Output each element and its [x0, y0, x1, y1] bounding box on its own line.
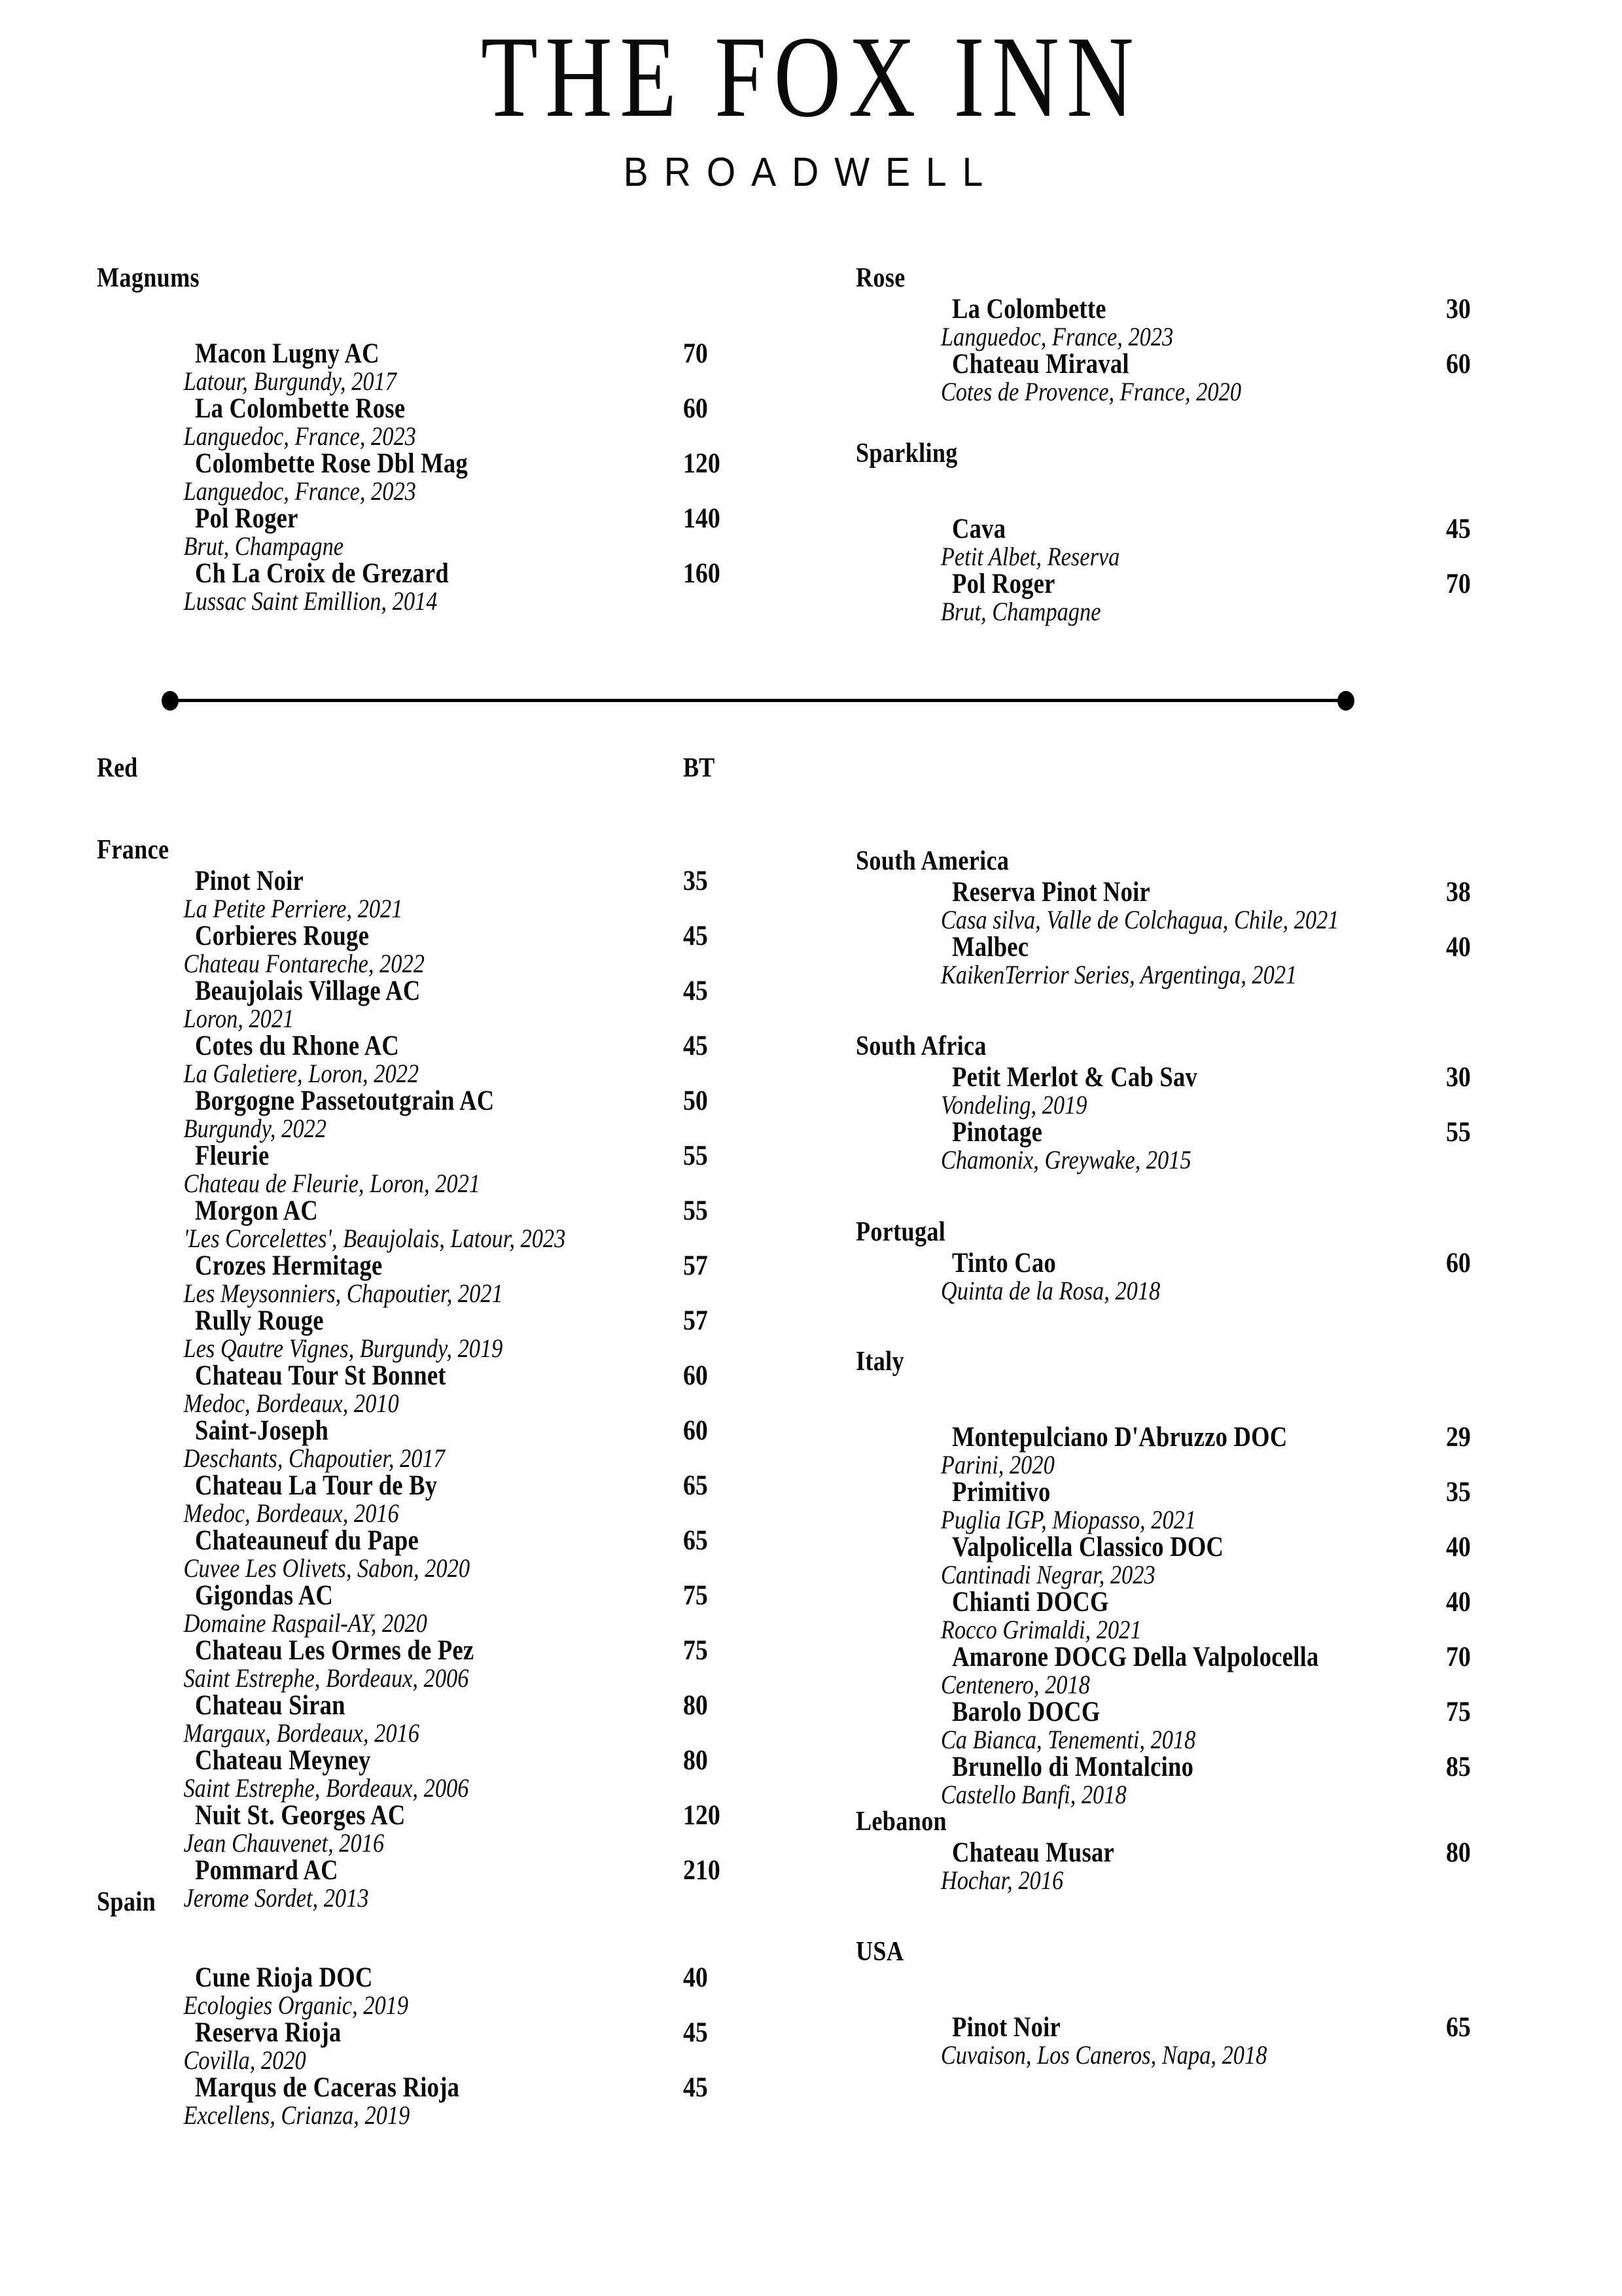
section-heading-south-africa: South Africa: [856, 1031, 987, 1061]
wine-entry: [97, 921, 708, 951]
wine-description: Casa silva, Valle de Colchagua, Chile, 2021: [940, 905, 1339, 934]
wine-entry: [856, 1062, 1471, 1093]
wine-description: Loron, 2021: [183, 1004, 294, 1033]
wine-list-sparkling: [856, 514, 1471, 626]
wine-description: Languedoc, France, 2023: [183, 476, 416, 506]
wine-entry: [97, 1140, 708, 1171]
wine-entry: [97, 1415, 708, 1446]
wine-price: 70: [1446, 1642, 1471, 1672]
wine-list-south-africa: [856, 1062, 1471, 1174]
wine-description: Covilla, 2020: [183, 2045, 306, 2075]
wine-description: Domaine Raspail-AY, 2020: [183, 1608, 427, 1638]
wine-name: Cava: [952, 514, 1006, 544]
wine-entry: [97, 503, 720, 534]
heading-spacer: [97, 292, 493, 340]
wine-name: Chateau Miraval: [952, 349, 1129, 380]
wine-entry: [97, 1855, 720, 1886]
wine-entry: [856, 294, 1471, 325]
wine-name: Amarone DOCG Della Valpolocella: [952, 1642, 1319, 1672]
wine-description: Languedoc, France, 2023: [183, 421, 416, 451]
wine-name: La Colombette Rose: [195, 393, 406, 424]
wine-name: Saint-Joseph: [195, 1415, 329, 1446]
wine-entry: [97, 976, 708, 1006]
wine-description: Medoc, Bordeaux, 2010: [183, 1388, 399, 1418]
wine-entry: [97, 1580, 708, 1611]
wine-price: 45: [683, 2017, 708, 2048]
page-subtitle: BROADWELL: [623, 150, 999, 195]
bottle-column-header: BT: [683, 753, 715, 783]
section-heading-portugal: Portugal: [856, 1217, 946, 1247]
wine-entry: [97, 1690, 708, 1721]
wine-entry: [856, 1837, 1471, 1868]
wine-name: Barolo DOCG: [952, 1697, 1101, 1727]
wine-name: Chateau Siran: [195, 1690, 345, 1721]
wine-entry: [97, 393, 708, 424]
wine-description: Jean Chauvenet, 2016: [183, 1828, 385, 1858]
wine-description: Ca Bianca, Tenementi, 2018: [940, 1725, 1196, 1754]
wine-list-usa: [856, 2012, 1471, 2070]
wine-entry: [856, 1587, 1471, 1617]
wine-description: Petit Albet, Reserva: [940, 542, 1120, 571]
wine-price: 30: [1446, 294, 1471, 325]
wine-price: 85: [1446, 1752, 1471, 1782]
wine-price: 60: [683, 1360, 708, 1391]
wine-price: 40: [1446, 1587, 1471, 1617]
section-heading-usa: USA: [856, 1937, 904, 1967]
wine-price: 35: [683, 866, 708, 896]
wine-price: 35: [1446, 1477, 1471, 1508]
section-heading-spain: Spain: [97, 1887, 156, 1917]
wine-price: 140: [683, 503, 720, 534]
wine-description: Burgundy, 2022: [183, 1114, 326, 1143]
section-france: [97, 835, 720, 1913]
wine-name: La Colombette: [952, 294, 1106, 325]
wine-price: 55: [1446, 1117, 1471, 1148]
wine-entry: [856, 1248, 1471, 1279]
divider-line: [168, 699, 1348, 702]
wine-description: Chateau de Fleurie, Loron, 2021: [183, 1169, 480, 1198]
wine-description: Deschants, Chapoutier, 2017: [183, 1443, 445, 1473]
wine-name: Montepulciano D'Abruzzo DOC: [952, 1422, 1288, 1453]
wine-description: Hochar, 2016: [940, 1865, 1064, 1895]
wine-entry: [97, 1745, 708, 1776]
wine-price: 60: [683, 393, 708, 424]
section-portugal: [856, 1217, 1471, 1305]
wine-name: Crozes Hermitage: [195, 1250, 383, 1281]
section-heading-south-america: South America: [856, 846, 1010, 876]
wine-name: Macon Lugny AC: [195, 338, 379, 369]
wine-entry: [856, 1752, 1471, 1782]
wine-description: Latour, Burgundy, 2017: [183, 366, 397, 396]
wine-name: Cune Rioja DOC: [195, 1962, 373, 1993]
wine-entry: [856, 569, 1471, 599]
wine-entry: [97, 866, 708, 896]
wine-entry: [856, 1697, 1471, 1727]
wine-name: Nuit St. Georges AC: [195, 1800, 406, 1831]
section-magnums: [97, 263, 720, 616]
wine-entry: [856, 932, 1471, 963]
wine-entry: [97, 1800, 720, 1831]
wine-name: Fleurie: [195, 1140, 270, 1171]
ornamental-divider: [162, 690, 1354, 710]
wine-entry: [97, 1962, 708, 1993]
wine-name: Chateau La Tour de By: [195, 1470, 438, 1501]
wine-name: Brunello di Montalcino: [952, 1752, 1194, 1782]
wine-description: Puglia IGP, Miopasso, 2021: [940, 1505, 1197, 1534]
wine-name: Pol Roger: [952, 569, 1055, 599]
wine-price: 45: [683, 976, 708, 1006]
wine-entry: [856, 1532, 1471, 1563]
wine-name: Chateau Tour St Bonnet: [195, 1360, 446, 1391]
wine-name: Pol Roger: [195, 503, 298, 534]
wine-list-rose: [856, 294, 1471, 406]
wine-description: Castello Banfi, 2018: [940, 1780, 1127, 1809]
wine-name: Petit Merlot & Cab Sav: [952, 1062, 1198, 1093]
wine-price: 40: [1446, 932, 1471, 963]
wine-entry: [856, 349, 1471, 380]
wine-price: 57: [683, 1250, 708, 1281]
wine-entry: [856, 1117, 1471, 1148]
wine-name: Ch La Croix de Grezard: [195, 558, 450, 589]
wine-description: Margaux, Bordeaux, 2016: [183, 1718, 419, 1748]
wine-name: Pommard AC: [195, 1855, 338, 1886]
section-south-africa: [856, 1031, 1471, 1174]
wine-entry: [97, 2072, 708, 2103]
wine-price: 70: [1446, 569, 1471, 599]
wine-price: 210: [683, 1855, 720, 1886]
wine-description: Quinta de la Rosa, 2018: [940, 1276, 1161, 1305]
wine-name: Primitivo: [952, 1477, 1051, 1508]
heading-spacer: [856, 1966, 1334, 2014]
wine-price: 40: [1446, 1532, 1471, 1563]
wine-name: Malbec: [952, 932, 1029, 963]
wine-description: Vondeling, 2019: [940, 1090, 1087, 1120]
wine-price: 120: [683, 448, 720, 479]
wine-description: Cantinadi Negrar, 2023: [940, 1560, 1155, 1589]
wine-name: Pinot Noir: [195, 866, 304, 896]
wine-name: Beaujolais Village AC: [195, 976, 421, 1006]
heading-spacer: [856, 467, 1163, 516]
section-rose: [856, 263, 1471, 406]
section-heading-magnums: Magnums: [97, 263, 200, 293]
section-italy: [856, 1347, 1471, 1809]
wine-entry: [97, 1470, 708, 1501]
wine-description: Medoc, Bordeaux, 2016: [183, 1498, 399, 1528]
wine-description: La Galetiere, Loron, 2022: [183, 1059, 419, 1088]
wine-description: Parini, 2020: [940, 1450, 1055, 1479]
wine-list-magnums: [97, 338, 720, 616]
section-sparkling: [856, 438, 1471, 626]
wine-entry: [97, 1250, 708, 1281]
wine-name: Corbieres Rouge: [195, 921, 370, 951]
wine-description: Brut, Champagne: [940, 597, 1101, 626]
wine-price: 65: [683, 1525, 708, 1556]
wine-entry: [856, 2012, 1471, 2043]
wine-entry: [97, 1635, 708, 1666]
wine-list-italy: [856, 1422, 1471, 1809]
wine-price: 55: [683, 1195, 708, 1226]
section-heading-italy: Italy: [856, 1347, 904, 1377]
wine-name: Rully Rouge: [195, 1305, 324, 1336]
wine-name: Chateau Meyney: [195, 1745, 371, 1776]
wine-name: Chianti DOCG: [952, 1587, 1109, 1617]
wine-price: 65: [683, 1470, 708, 1501]
wine-name: Chateau Les Ormes de Pez: [195, 1635, 474, 1666]
wine-entry: [97, 1031, 708, 1061]
wine-price: 120: [683, 1800, 720, 1831]
wine-description: Jerome Sordet, 2013: [183, 1883, 369, 1913]
wine-entry: [97, 1305, 708, 1336]
wine-entry: [97, 1525, 708, 1556]
wine-entry: [97, 448, 720, 479]
wine-price: 160: [683, 558, 720, 589]
wine-price: 38: [1446, 877, 1471, 908]
wine-name: Marqus de Caceras Rioja: [195, 2072, 460, 2103]
wine-description: Languedoc, France, 2023: [940, 322, 1174, 351]
wine-description: Centenero, 2018: [940, 1670, 1090, 1699]
wine-price: 45: [683, 2072, 708, 2103]
wine-price: 75: [683, 1635, 708, 1666]
wine-name: Chateau Musar: [952, 1837, 1115, 1868]
wine-price: 65: [1446, 2012, 1471, 2043]
wine-entry: [97, 1086, 708, 1116]
wine-name: Tinto Cao: [952, 1248, 1057, 1279]
wine-entry: [856, 514, 1471, 544]
wine-description: Brut, Champagne: [183, 531, 344, 561]
wine-price: 80: [1446, 1837, 1471, 1868]
wine-entry: [97, 2017, 708, 2048]
section-heading-rose: Rose: [856, 263, 906, 293]
wine-name: Reserva Pinot Noir: [952, 877, 1151, 908]
wine-entry: [97, 338, 708, 369]
wine-description: Lussac Saint Emillion, 2014: [183, 586, 438, 616]
wine-entry: [856, 1642, 1471, 1672]
wine-description: Saint Estrephe, Bordeaux, 2006: [183, 1663, 469, 1693]
wine-description: Saint Estrephe, Bordeaux, 2006: [183, 1773, 469, 1803]
wine-description: Excellens, Crianza, 2019: [183, 2100, 410, 2130]
wine-price: 75: [1446, 1697, 1471, 1727]
wine-price: 57: [683, 1305, 708, 1336]
section-usa: [856, 1937, 1471, 2070]
wine-description: Cotes de Provence, France, 2020: [940, 377, 1242, 406]
wine-description: Chamonix, Greywake, 2015: [940, 1145, 1191, 1174]
wine-price: 45: [683, 1031, 708, 1061]
wine-entry: [856, 877, 1471, 908]
wine-price: 60: [1446, 1248, 1471, 1279]
wine-list-spain: [97, 1962, 708, 2130]
heading-spacer: [856, 1375, 1252, 1424]
wine-name: Borgogne Passetoutgrain AC: [195, 1086, 495, 1116]
wine-name: Morgon AC: [195, 1195, 319, 1226]
wine-price: 30: [1446, 1062, 1471, 1093]
wine-name: Pinotage: [952, 1117, 1043, 1148]
red-section-title: Red: [97, 753, 138, 783]
wine-entry: [97, 1360, 708, 1391]
wine-description: Les Qautre Vignes, Burgundy, 2019: [183, 1333, 503, 1363]
section-spain: [97, 1887, 708, 2130]
wine-description: Chateau Fontareche, 2022: [183, 949, 425, 978]
wine-description: Cuvaison, Los Caneros, Napa, 2018: [940, 2040, 1267, 2070]
wine-name: Chateauneuf du Pape: [195, 1525, 419, 1556]
wine-price: 60: [1446, 349, 1471, 380]
wine-price: 80: [683, 1745, 708, 1776]
wine-list-south-america: [856, 877, 1471, 989]
page-title: THE FOX INN: [480, 12, 1142, 141]
wine-price: 55: [683, 1140, 708, 1171]
heading-spacer: [97, 1916, 461, 1964]
section-lebanon: [856, 1807, 1471, 1895]
section-heading-lebanon: Lebanon: [856, 1807, 947, 1837]
wine-price: 40: [683, 1962, 708, 1993]
wine-description: 'Les Corcelettes', Beaujolais, Latour, 2023: [183, 1224, 566, 1253]
wine-description: Cuvee Les Olivets, Sabon, 2020: [183, 1553, 470, 1583]
wine-entry: [856, 1477, 1471, 1508]
wine-entry: [97, 1195, 708, 1226]
wine-description: Les Meysonniers, Chapoutier, 2021: [183, 1279, 503, 1308]
wine-description: Rocco Grimaldi, 2021: [940, 1615, 1142, 1644]
wine-description: La Petite Perriere, 2021: [183, 894, 403, 923]
wine-price: 60: [683, 1415, 708, 1446]
wine-price: 45: [1446, 514, 1471, 544]
wine-entry: [856, 1422, 1471, 1453]
wine-price: 29: [1446, 1422, 1471, 1453]
wine-description: KaikenTerrior Series, Argentinga, 2021: [940, 960, 1297, 989]
wine-price: 80: [683, 1690, 708, 1721]
wine-name: Pinot Noir: [952, 2012, 1061, 2043]
divider-cap-right-icon: [1337, 691, 1354, 711]
section-heading-france: France: [97, 835, 169, 865]
wine-list-france: [97, 866, 720, 1913]
section-south-america: [856, 846, 1471, 989]
wine-name: Reserva Rioja: [195, 2017, 342, 2048]
wine-entry: [97, 558, 720, 589]
section-heading-sparkling: Sparkling: [856, 438, 958, 468]
wine-list-portugal: [856, 1248, 1471, 1305]
wine-name: Valpolicella Classico DOC: [952, 1532, 1224, 1563]
wine-list-lebanon: [856, 1837, 1471, 1895]
wine-price: 50: [683, 1086, 708, 1116]
wine-name: Colombette Rose Dbl Mag: [195, 448, 468, 479]
wine-price: 45: [683, 921, 708, 951]
wine-name: Gigondas AC: [195, 1580, 334, 1611]
wine-price: 75: [683, 1580, 708, 1611]
wine-name: Cotes du Rhone AC: [195, 1031, 400, 1061]
wine-price: 70: [683, 338, 708, 369]
wine-description: Ecologies Organic, 2019: [183, 1990, 409, 2020]
